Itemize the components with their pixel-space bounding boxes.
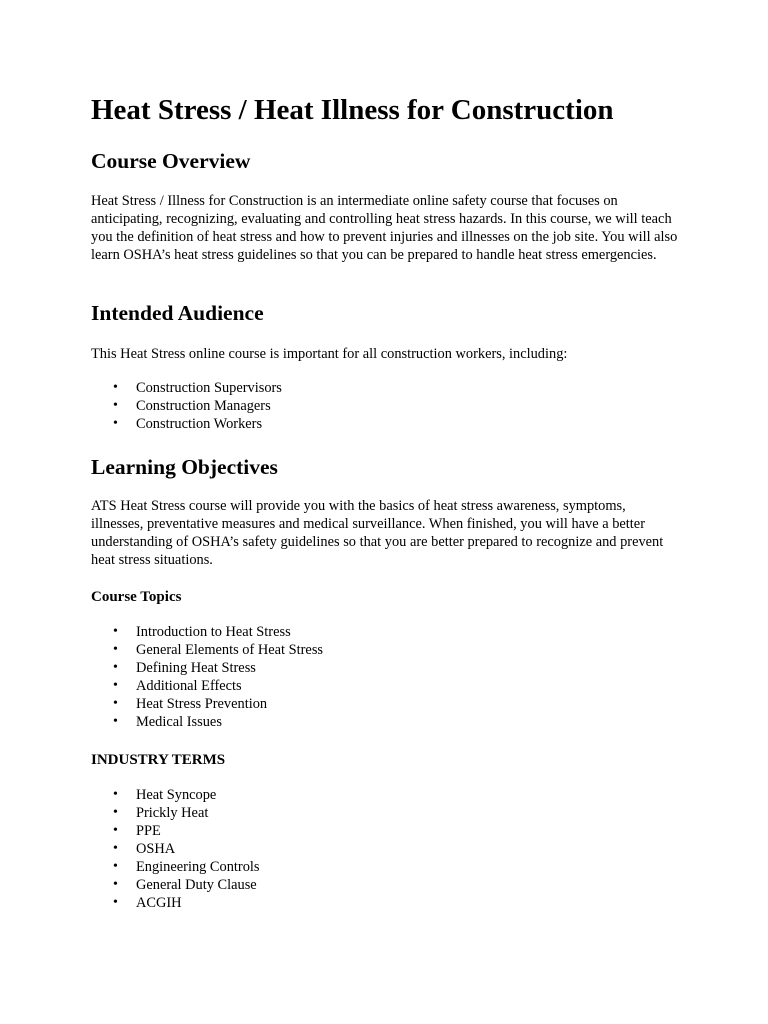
list-item: • Heat Stress Prevention: [91, 695, 323, 713]
list-item: • Construction Workers: [91, 415, 282, 433]
list-item: • Construction Supervisors: [91, 379, 282, 397]
list-item: • PPE: [91, 822, 260, 840]
list-item: • ACGIH: [91, 894, 260, 912]
audience-list: [91, 379, 282, 433]
list-item: • Heat Syncope: [91, 786, 260, 804]
list-item: • Introduction to Heat Stress: [91, 623, 323, 641]
list-item: • Engineering Controls: [91, 858, 260, 876]
list-item: • OSHA: [91, 840, 260, 858]
course-overview-text: Heat Stress / Illness for Construction is an intermediate online safety course that focuses on anticipating, recognizing, evaluating and controlling heat stress hazards. In this course, we will teach you the definition of heat stress and how to prevent injuries and illnesses on the job site. You will also learn OSHA’s heat stress guidelines so that you can be prepared to handle heat stress emergencies.: [91, 193, 678, 263]
learning-objectives-text: ATS Heat Stress course will provide you with the basics of heat stress awareness, symptoms, illnesses, preventative measures and medical surveillance. When finished, you will have a better understanding of OSHA’s safety guidelines so that you are better prepared to recognize and prevent heat stress situations.: [91, 498, 664, 568]
course-topics-heading: Course Topics: [91, 589, 182, 605]
list-item: • Medical Issues: [91, 713, 323, 731]
course-topics-list: [91, 623, 323, 731]
list-item: • Prickly Heat: [91, 804, 260, 822]
industry-terms-list: [91, 786, 260, 912]
learning-objectives-heading: Learning Objectives: [91, 455, 278, 479]
list-item: • General Duty Clause: [91, 876, 260, 894]
intended-audience-text: This Heat Stress online course is important for all construction workers, including:: [91, 346, 568, 362]
document-title: Heat Stress / Heat Illness for Construction: [91, 94, 614, 126]
list-item: • Construction Managers: [91, 397, 282, 415]
industry-terms-heading: INDUSTRY TERMS: [91, 752, 226, 768]
intended-audience-heading: Intended Audience: [91, 301, 264, 325]
course-overview-heading: Course Overview: [91, 149, 251, 173]
list-item: • Defining Heat Stress: [91, 659, 323, 677]
list-item: • Additional Effects: [91, 677, 323, 695]
list-item: • General Elements of Heat Stress: [91, 641, 323, 659]
